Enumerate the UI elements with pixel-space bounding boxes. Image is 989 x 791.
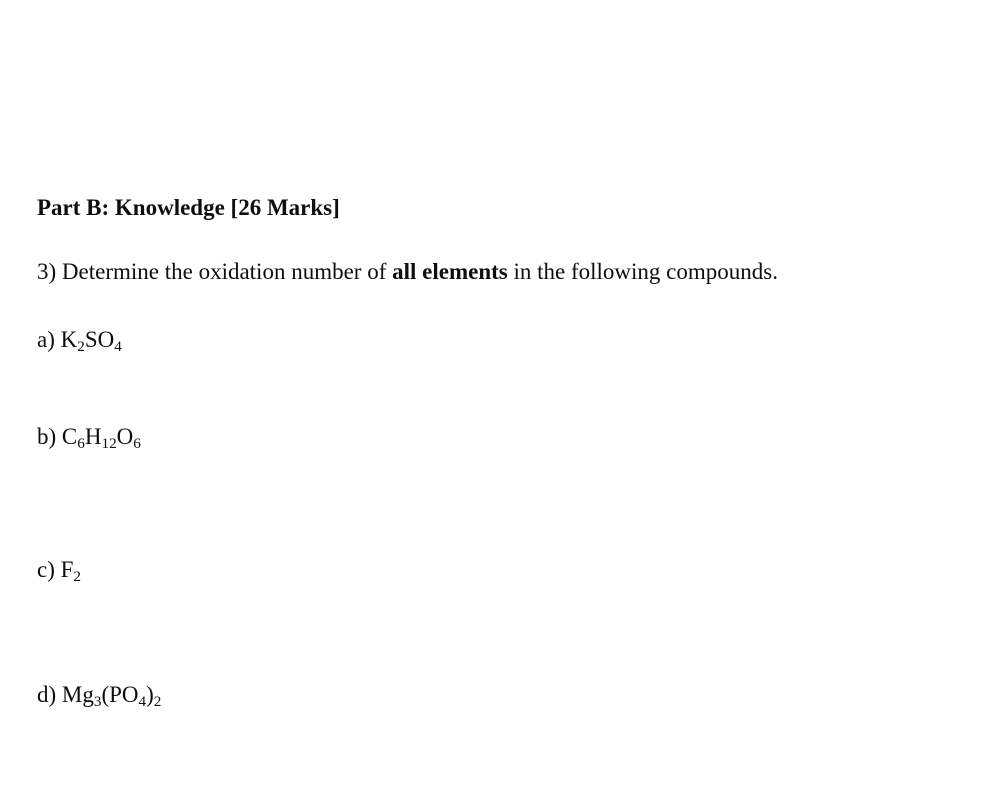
section-heading: Part B: Knowledge [26 Marks] <box>37 195 340 220</box>
question-text-emphasis: all elements <box>392 259 508 284</box>
formula-segment: F <box>60 557 74 582</box>
question-item-b <box>37 422 949 452</box>
formula-c6h12o6 <box>61 424 141 453</box>
formula-segment: C <box>61 424 78 449</box>
formula-subscript: 3 <box>93 693 102 711</box>
item-b-label: b) <box>37 424 62 449</box>
formula-segment: Mg <box>61 682 94 707</box>
question-text-pre: 3) Determine the oxidation number of <box>37 259 393 284</box>
formula-segment: (PO <box>101 682 139 707</box>
formula-subscript: 4 <box>114 338 122 356</box>
formula-f2 <box>60 557 82 586</box>
question-text <box>37 257 949 287</box>
question-item-d <box>37 680 949 710</box>
question-item-c <box>37 555 949 585</box>
item-c-label: c) <box>37 557 61 582</box>
formula-subscript: 12 <box>101 435 117 453</box>
formula-mg3po42 <box>61 682 162 711</box>
formula-subscript: 6 <box>133 435 141 453</box>
formula-subscript: 2 <box>73 568 82 586</box>
formula-subscript: 2 <box>153 693 162 711</box>
item-a-label: a) <box>37 327 61 352</box>
formula-subscript: 6 <box>77 435 85 453</box>
formula-segment: SO <box>84 327 115 352</box>
formula-subscript: 2 <box>77 338 85 356</box>
formula-segment: O <box>116 424 134 449</box>
formula-k2so4 <box>60 327 122 356</box>
question-text-post: in the following compounds. <box>507 259 778 284</box>
formula-segment: H <box>84 424 102 449</box>
formula-segment: K <box>60 327 78 352</box>
formula-subscript: 4 <box>138 693 147 711</box>
formula-segment: ) <box>146 682 154 707</box>
item-d-label: d) <box>37 682 62 707</box>
question-item-a <box>37 325 949 355</box>
